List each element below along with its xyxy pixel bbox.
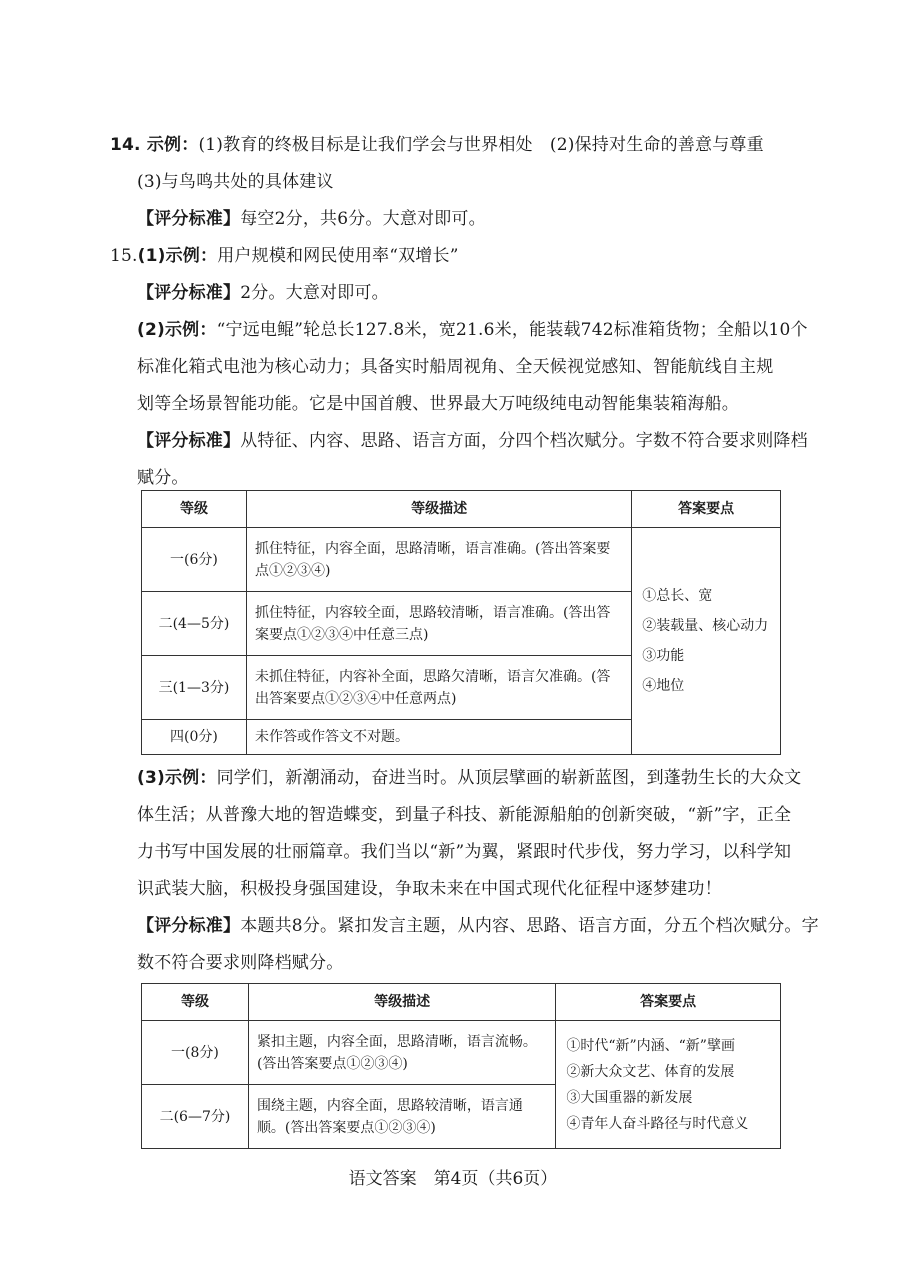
q14-answer-3: (3)与鸟鸣共处的具体建议 xyxy=(137,172,334,192)
level-cell: 四(0分) xyxy=(142,720,247,755)
q15-p3-line-3: 力书写中国发展的壮丽篇章。我们当以“新”为翼，紧跟时代步伐，努力学习，以科学知 xyxy=(137,842,792,862)
description-cell: 紧扣主题，内容全面，思路清晰，语言流畅。(答出答案要点①②③④) xyxy=(248,1021,555,1085)
q15-p1-score: 【评分标准】2分。大意对即可。 xyxy=(137,283,389,303)
description-cell: 围绕主题，内容全面，思路较清晰，语言通顺。(答出答案要点①②③④) xyxy=(248,1085,555,1149)
q15-p2-score-line-1: 【评分标准】从特征、内容、思路、语言方面，分四个档次赋分。字数不符合要求则降档 xyxy=(137,431,808,451)
table-row xyxy=(142,1021,781,1085)
description-cell: 未抓住特征，内容补全面，思路欠清晰，语言欠准确。(答出答案要点①②③④中任意两点) xyxy=(246,656,631,720)
header-key-points: 答案要点 xyxy=(556,984,781,1021)
key-points-cell xyxy=(632,528,781,755)
key-points-cell xyxy=(556,1021,781,1149)
description-cell: 抓住特征，内容较全面，思路较清晰，语言准确。(答出答案要点①②③④中任意三点) xyxy=(246,592,631,656)
q15-p2-line-1: (2)示例：“宁远电鲲”轮总长127.8米，宽21.6米，能装载742标准箱货物；全船以10个 xyxy=(137,320,808,340)
header-description: 等级描述 xyxy=(248,984,555,1021)
header-key-points: 答案要点 xyxy=(632,491,781,528)
q15-p3-line-1: (3)示例：同学们，新潮涌动，奋进当时。从顶层擘画的崭新蓝图，到蓬勃生长的大众文 xyxy=(137,768,802,788)
level-cell: 三(1—3分) xyxy=(142,656,247,720)
grading-table-2 xyxy=(141,983,781,1149)
q15-p3-line-4: 识武装大脑，积极投身强国建设，争取未来在中国式现代化征程中逐梦建功！ xyxy=(137,879,722,899)
page-footer: 语文答案 第4页（共6页） xyxy=(348,1169,558,1189)
q14-answer-1-2: (1)教育的终极目标是让我们学会与世界相处 (2)保持对生命的善意与尊重 xyxy=(198,135,764,155)
table-header-row xyxy=(142,491,781,528)
q14-label: 14. 示例： xyxy=(110,135,199,155)
level-cell: 二(6—7分) xyxy=(142,1085,249,1149)
key-point: ②新大众文艺、体育的发展 xyxy=(566,1063,735,1080)
level-cell: 一(6分) xyxy=(142,528,247,592)
q15-number: 15. xyxy=(110,246,138,266)
q15-p2-score-line-2: 赋分。 xyxy=(137,468,189,488)
q14-score: 【评分标准】每空2分，共6分。大意对即可。 xyxy=(137,209,486,229)
key-point: ②装载量、核心动力 xyxy=(642,618,769,634)
key-point: ③功能 xyxy=(642,648,685,664)
q14-line-1 xyxy=(110,133,764,157)
table-row xyxy=(142,528,781,592)
key-point: ④地位 xyxy=(642,678,685,694)
level-cell: 二(4—5分) xyxy=(142,592,247,656)
q14-score-label: 【评分标准】 xyxy=(137,209,241,229)
header-description: 等级描述 xyxy=(246,491,631,528)
key-point: ①时代“新”内涵、“新”擘画 xyxy=(566,1037,735,1054)
q15-p2-line-2: 标准化箱式电池为核心动力；具备实时船周视角、全天候视觉感知、智能航线自主规 xyxy=(137,357,774,377)
q15-p3-score-line-1: 【评分标准】本题共8分。紧扣发言主题，从内容、思路、语言方面，分五个档次赋分。字 xyxy=(137,916,819,936)
grading-table-1 xyxy=(141,490,781,755)
q15-p3-line-2: 体生活；从普豫大地的智造蝶变，到量子科技、新能源船舶的创新突破，“新”字，正全 xyxy=(137,805,792,825)
q15-p3-score-line-2: 数不符合要求则降档赋分。 xyxy=(137,953,344,973)
key-point: ③大国重器的新发展 xyxy=(566,1089,693,1106)
q15-p2-line-3: 划等全场景智能功能。它是中国首艘、世界最大万吨级纯电动智能集装箱海船。 xyxy=(137,394,739,414)
description-cell: 未作答或作答文不对题。 xyxy=(246,720,631,755)
header-level: 等级 xyxy=(142,491,247,528)
description-cell: 抓住特征，内容全面，思路清晰，语言准确。(答出答案要点①②③④) xyxy=(246,528,631,592)
q15-p1: 15.(1)示例：用户规模和网民使用率“双增长” xyxy=(110,246,459,266)
level-cell: 一(8分) xyxy=(142,1021,249,1085)
key-point: ①总长、宽 xyxy=(642,588,713,604)
key-point: ④青年人奋斗路径与时代意义 xyxy=(566,1115,749,1132)
header-level: 等级 xyxy=(142,984,249,1021)
table-header-row xyxy=(142,984,781,1021)
